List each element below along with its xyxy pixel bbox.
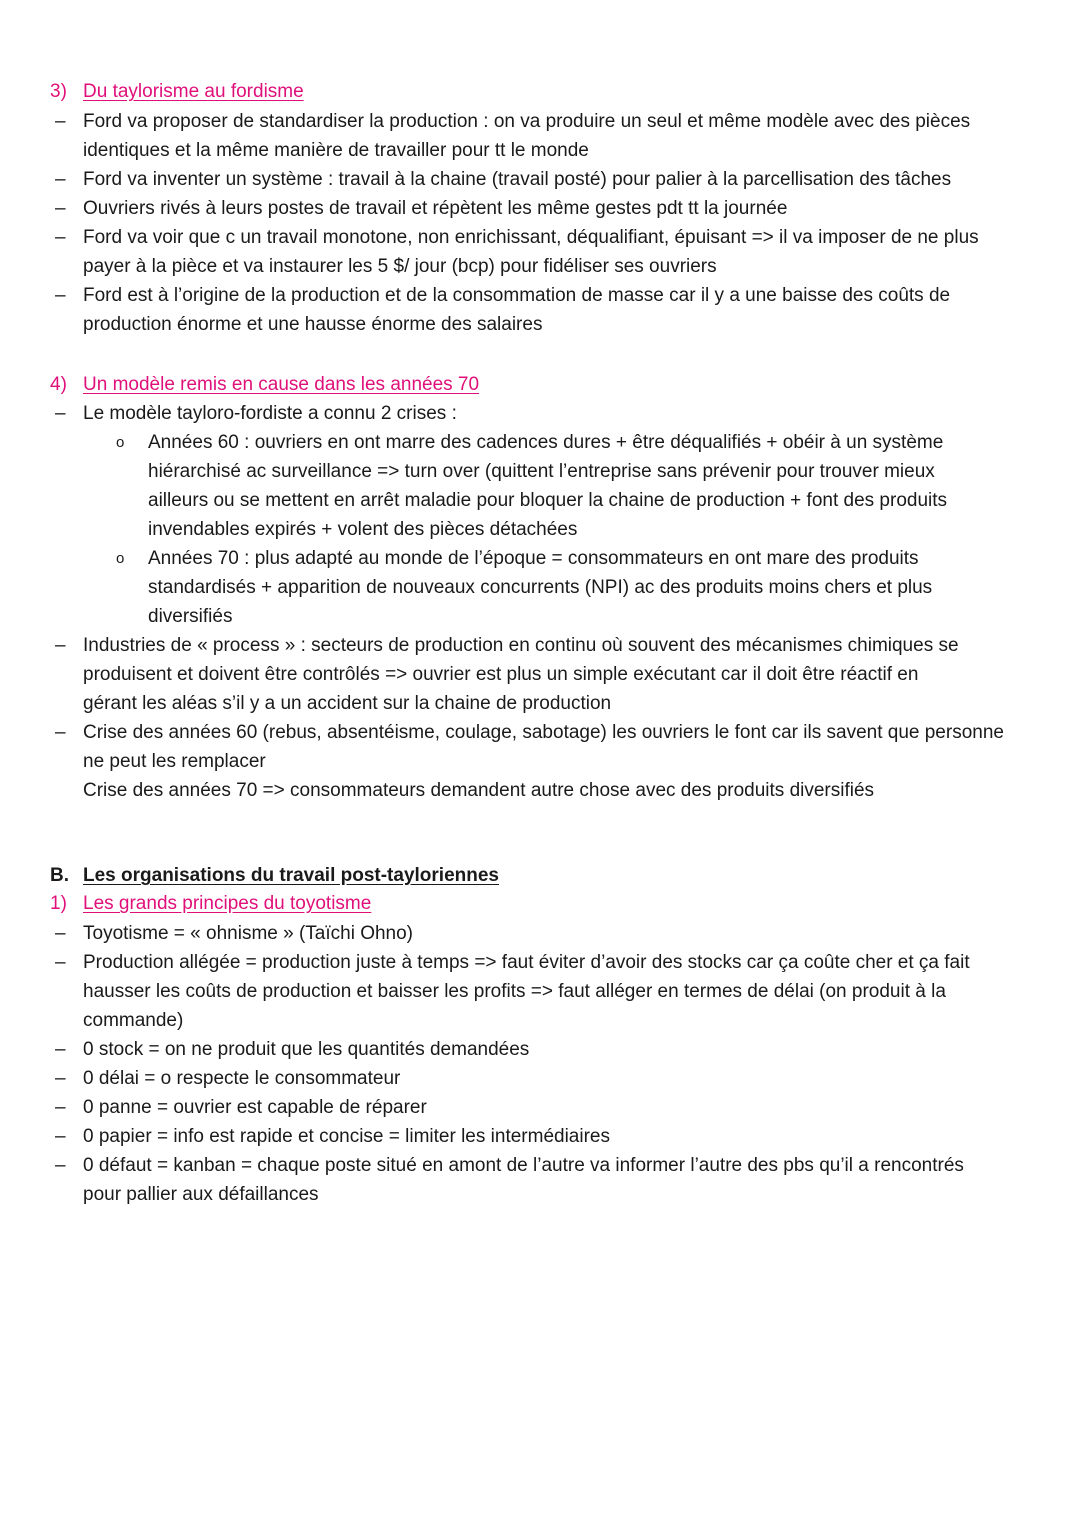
dash-bullet-icon: – <box>55 198 66 219</box>
list-item: – Ford va inventer un système : travail à la chaine (travail posté) pour palier à la parcellisation des tâches <box>50 165 1050 194</box>
dash-bullet-icon: – <box>55 722 66 743</box>
dash-bullet-icon: – <box>55 1068 66 1089</box>
section-3-title: Du taylorisme au fordisme <box>83 81 304 102</box>
dash-bullet-icon: – <box>55 952 66 973</box>
list-item: – Ouvriers rivés à leurs postes de travail et répètent les même gestes pdt tt la journée <box>50 194 1050 223</box>
dash-bullet-icon: – <box>55 923 66 944</box>
section-b-title: Les organisations du travail post-tayloriennes <box>83 865 499 886</box>
list-item: – 0 stock = on ne produit que les quantités demandées <box>50 1035 1050 1064</box>
section-b-letter: B. <box>50 865 69 886</box>
list-item: – Toyotisme = « ohnisme » (Taïchi Ohno) <box>50 919 1050 948</box>
list-item: – Ford va proposer de standardiser la production : on va produire un seul et même modèle avec des pièces identiques et la même manière de travailler pour tt le monde <box>50 107 1050 165</box>
section-3-list <box>50 107 1050 339</box>
section-1-heading <box>50 889 1050 918</box>
section-1-list <box>50 919 1050 1209</box>
dash-bullet-icon: – <box>55 169 66 190</box>
list-item: – Le modèle tayloro-fordiste a connu 2 crises : <box>50 399 1050 428</box>
section-4-list <box>50 399 1050 805</box>
list-item: – Ford est à l’origine de la production et de la consommation de masse car il y a une baisse des coûts de production énorme et une hausse énorme des salaires <box>50 281 1050 339</box>
sub-list-item: o Années 70 : plus adapté au monde de l’époque = consommateurs en ont mare des produits standardisés + apparition de nouveaux concurrents (NPI) ac des produits moins chers et plus diversifiés <box>50 544 1050 631</box>
section-b-heading <box>50 861 1050 890</box>
list-item: – 0 papier = info est rapide et concise = limiter les intermédiaires <box>50 1122 1050 1151</box>
section-4-number: 4) <box>50 374 67 395</box>
section-4-heading <box>50 370 1050 399</box>
circle-bullet-icon: o <box>116 434 125 451</box>
list-continuation: Crise des années 70 => consommateurs demandent autre chose avec des produits diversifiés <box>83 780 875 801</box>
section-1-title: Les grands principes du toyotisme <box>83 893 372 914</box>
dash-bullet-icon: – <box>55 1126 66 1147</box>
dash-bullet-icon: – <box>55 1155 66 1176</box>
circle-bullet-icon: o <box>116 550 125 567</box>
section-4-title: Un modèle remis en cause dans les années 70 <box>83 374 480 395</box>
sub-list-item: o Années 60 : ouvriers en ont marre des cadences dures + être déqualifiés + obéir à un système hiérarchisé ac surveillance => turn over (quittent l’entreprise sans prévenir pour trouver mieux ailleurs ou se mettent en arrêt maladie pour bloquer la chaine de production + font des produits invendables expirés + volent des pièces détachées <box>50 428 1050 544</box>
dash-bullet-icon: – <box>55 1097 66 1118</box>
list-item: – 0 panne = ouvrier est capable de réparer <box>50 1093 1050 1122</box>
dash-bullet-icon: – <box>55 1039 66 1060</box>
list-item: – Production allégée = production juste à temps => faut éviter d’avoir des stocks car ça coûte cher et ça fait hausser les coûts de production et baisser les profits => faut alléger en termes de délai (on produit à la commande) <box>50 948 1050 1035</box>
dash-bullet-icon: – <box>55 111 66 132</box>
dash-bullet-icon: – <box>55 227 66 248</box>
list-item: – Crise des années 60 (rebus, absentéisme, coulage, sabotage) les ouvriers le font car ils savent que personne ne peut les remplacer <box>50 718 1050 776</box>
dash-bullet-icon: – <box>55 403 66 424</box>
list-item: – Industries de « process » : secteurs de production en continu où souvent des mécanismes chimiques se produisent et doivent être contrôlés => ouvrier est plus un simple exécutant car il doit être réactif en gérant les aléas s’il y a un accident sur la chaine de production <box>50 631 1050 718</box>
section-3-number: 3) <box>50 81 67 102</box>
list-item: – 0 délai = o respecte le consommateur <box>50 1064 1050 1093</box>
list-item: – Ford va voir que c un travail monotone, non enrichissant, déqualifiant, épuisant => il va imposer de ne plus payer à la pièce et va instaurer les 5 $/ jour (bcp) pour fidéliser ses ouvriers <box>50 223 1050 281</box>
section-1-number: 1) <box>50 893 67 914</box>
section-3-heading <box>50 77 1050 106</box>
dash-bullet-icon: – <box>55 635 66 656</box>
dash-bullet-icon: – <box>55 285 66 306</box>
list-item: – 0 défaut = kanban = chaque poste situé en amont de l’autre va informer l’autre des pbs qu’il a rencontrés pour pallier aux défaillances <box>50 1151 1050 1209</box>
